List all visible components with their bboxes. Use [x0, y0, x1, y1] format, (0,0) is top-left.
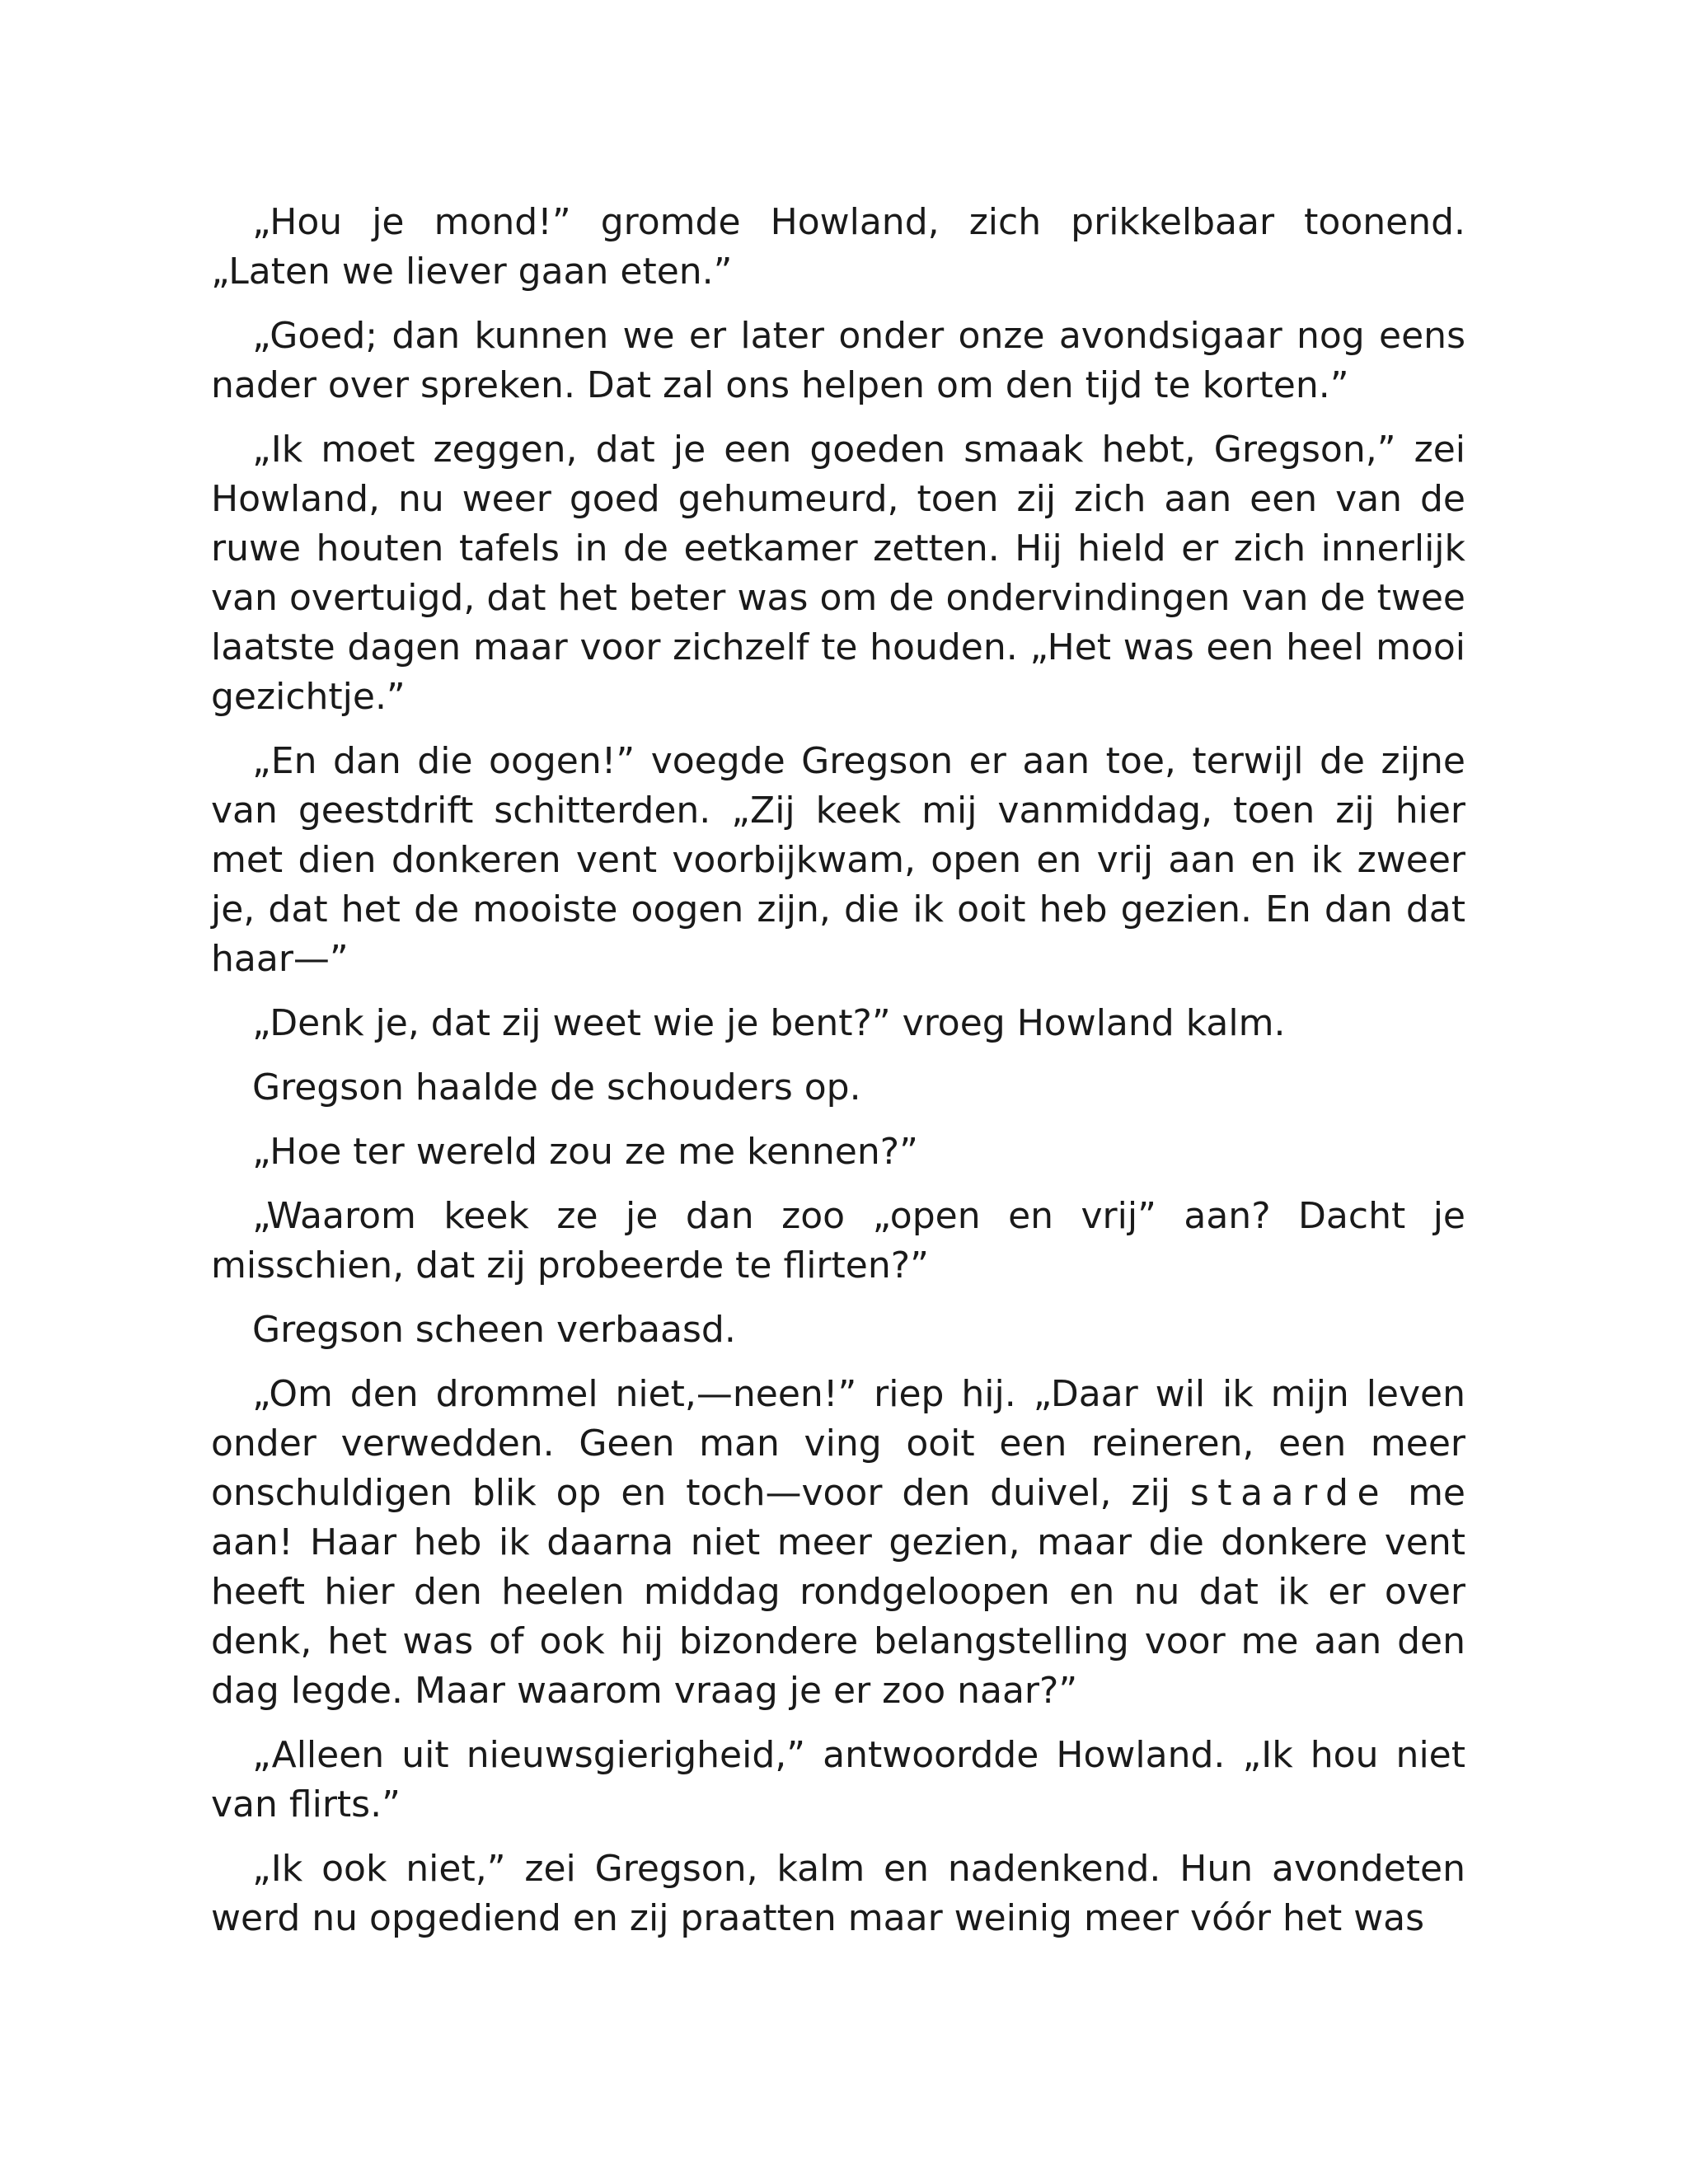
- page-body: [211, 198, 1465, 1958]
- paragraph: „Hoe ter wereld zou ze me kennen?”: [252, 1131, 918, 1173]
- paragraph: Gregson scheen verbaasd.: [252, 1309, 736, 1351]
- paragraph-text: „Om den drommel niet,—neen!” riep hij. „Daar wil ik mijn leven onder verwedden. Geen man ving ooit een reineren, een meer onschuldigen blik op en toch—voor den duivel, zij: [211, 1373, 1465, 1514]
- paragraph: „Alleen uit nieuwsgierigheid,” antwoordde Howland. „Ik hou niet van flirts.”: [211, 1734, 1465, 1825]
- paragraph: „Denk je, dat zij weet wie je bent?” vroeg Howland kalm.: [252, 1002, 1286, 1044]
- paragraph-with-emphasis: [211, 1370, 1465, 1716]
- paragraph: „Hou je mond!” gromde Howland, zich prikkelbaar toonend. „Laten we liever gaan eten.”: [211, 201, 1465, 293]
- emphasized-word: staarde: [1189, 1472, 1389, 1514]
- paragraph: „Ik ook niet,” zei Gregson, kalm en nadenkend. Hun avondeten werd nu opgediend en zij praatten maar weinig meer vóór het was: [211, 1848, 1465, 1939]
- paragraph: Gregson haalde de schouders op.: [252, 1066, 861, 1108]
- paragraph: „Ik moet zeggen, dat je een goeden smaak hebt, Gregson,” zei Howland, nu weer goed gehumeurd, toen zij zich aan een van de ruwe houten tafels in de eetkamer zetten. Hij hield er zich innerlijk van overtuigd, dat het beter was om de ondervindingen van de twee laatste dagen maar voor zichzelf te houden. „Het was een heel mooi gezichtje.”: [211, 429, 1465, 718]
- paragraph: „Goed; dan kunnen we er later onder onze avondsigaar nog eens nader over spreken. Dat zal ons helpen om den tijd te korten.”: [211, 315, 1465, 406]
- paragraph: „Waarom keek ze je dan zoo „open en vrij” aan? Dacht je misschien, dat zij probeerde te flirten?”: [211, 1195, 1465, 1286]
- paragraph-text: me aan! Haar heb ik daarna niet meer gezien, maar die donkere vent heeft hier den heelen middag rondgeloopen en nu dat ik er over denk, het was of ook hij bizondere belangstelling voor me aan den dag legde. Maar waarom vraag je er zoo naar?”: [211, 1472, 1466, 1712]
- paragraph: „En dan die oogen!” voegde Gregson er aan toe, terwijl de zijne van geestdrift schitterden. „Zij keek mij vanmiddag, toen zij hier met dien donkeren vent voorbijkwam, open en vrij aan en ik zweer je, dat het de mooiste oogen zijn, die ik ooit heb gezien. En dan dat haar—”: [211, 740, 1465, 980]
